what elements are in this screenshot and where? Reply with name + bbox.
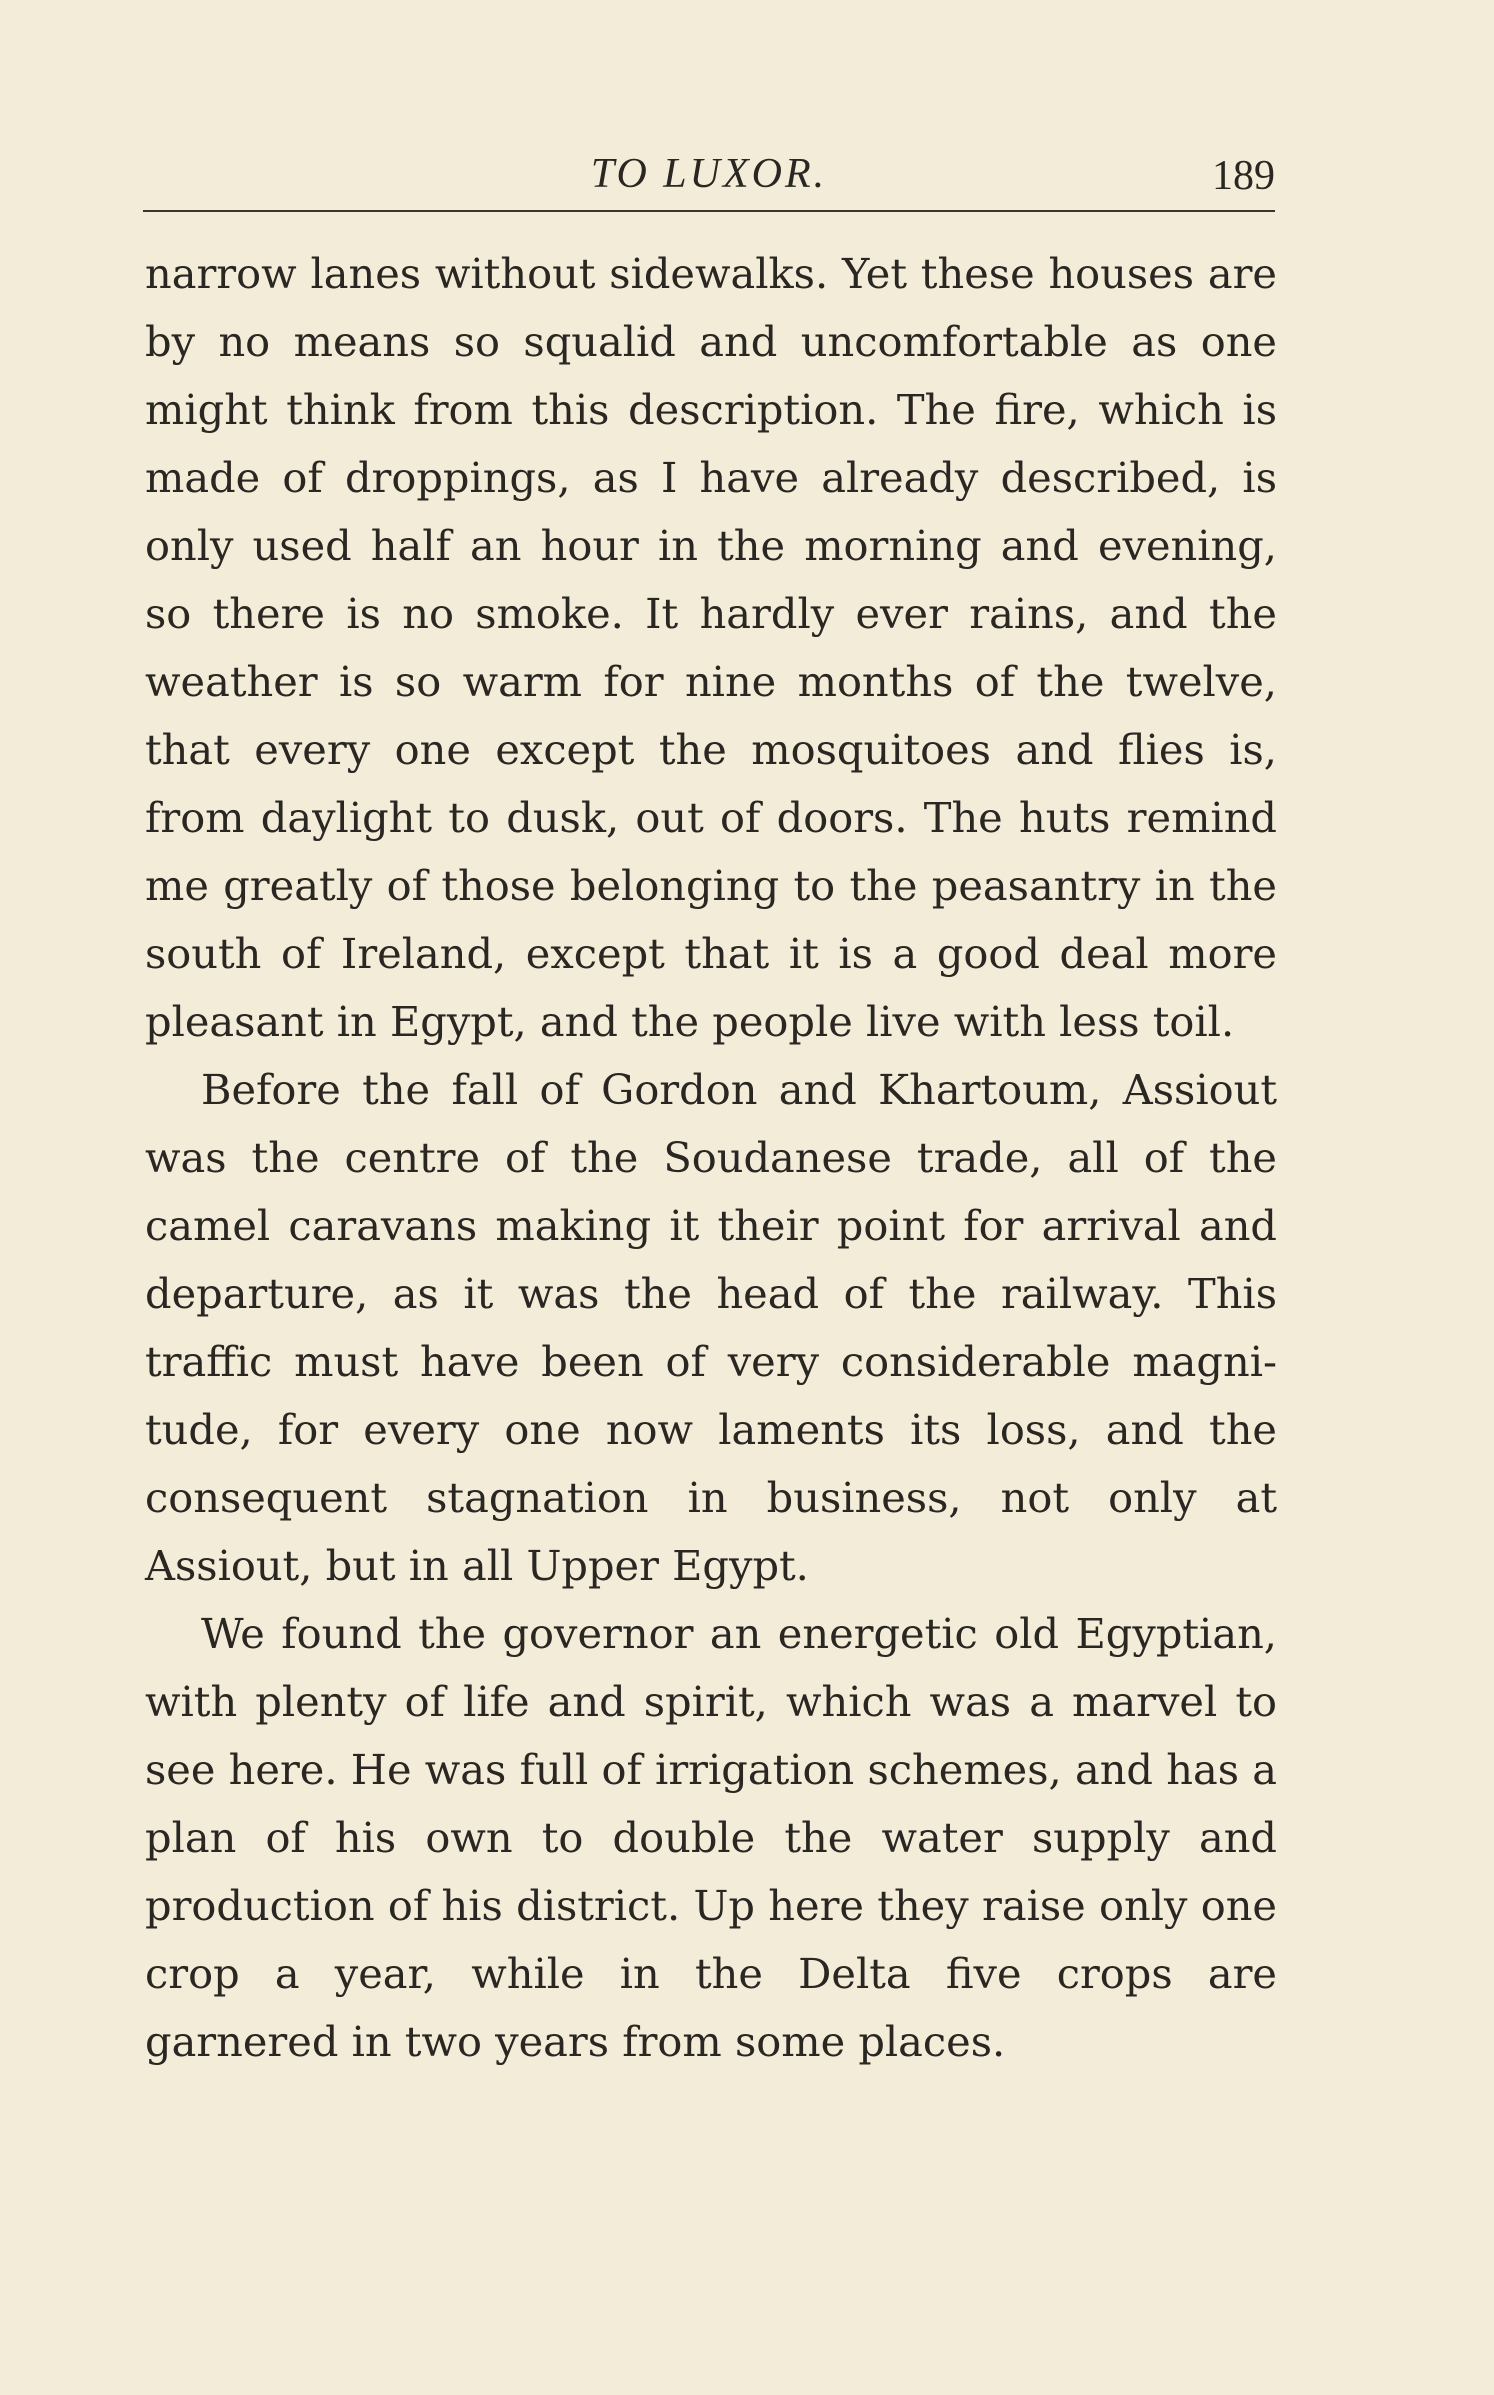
body-text [145,240,1277,2076]
header-rule [143,210,1275,212]
running-head [143,148,1275,208]
paragraph-1: narrow lanes without sidewalks. Yet these houses are by no means so squalid and uncomfortable as one might think from this description. The fire, which is made of droppings, as I have already described, is only used half an hour in the morning and evening, so there is no smoke. It hardly ever rains, and the weather is so warm for nine months of the twelve, that every one except the mosquitoes and flies is, from daylight to dusk, out of doors. The huts remind me greatly of those belonging to the peasantry in the south of Ireland, except that it is a good deal more pleasant in Egypt, and the people live with less toil. [145,249,1277,1046]
running-title: TO LUXOR. [590,151,828,197]
paragraph-2: Before the fall of Gordon and Khartoum, Assiout was the centre of the Soudanese trade, all of the camel caravans making it their point for arrival and departure, as it was the head of the railway. This traffic must have been of very considerable magni-tude, for every one now laments its loss, and the consequent stagnation in business, not only at Assiout, but in all Upper Egypt. [145,1065,1277,1590]
paragraph-3: We found the governor an energetic old Egyptian, with plenty of life and spirit, which was a marvel to see here. He was full of irrigation schemes, and has a plan of his own to double the water supply and production of his district. Up here they raise only one crop a year, while in the Delta five crops are garnered in two years from some places. [145,1609,1277,2066]
page-number: 189 [1212,153,1275,199]
